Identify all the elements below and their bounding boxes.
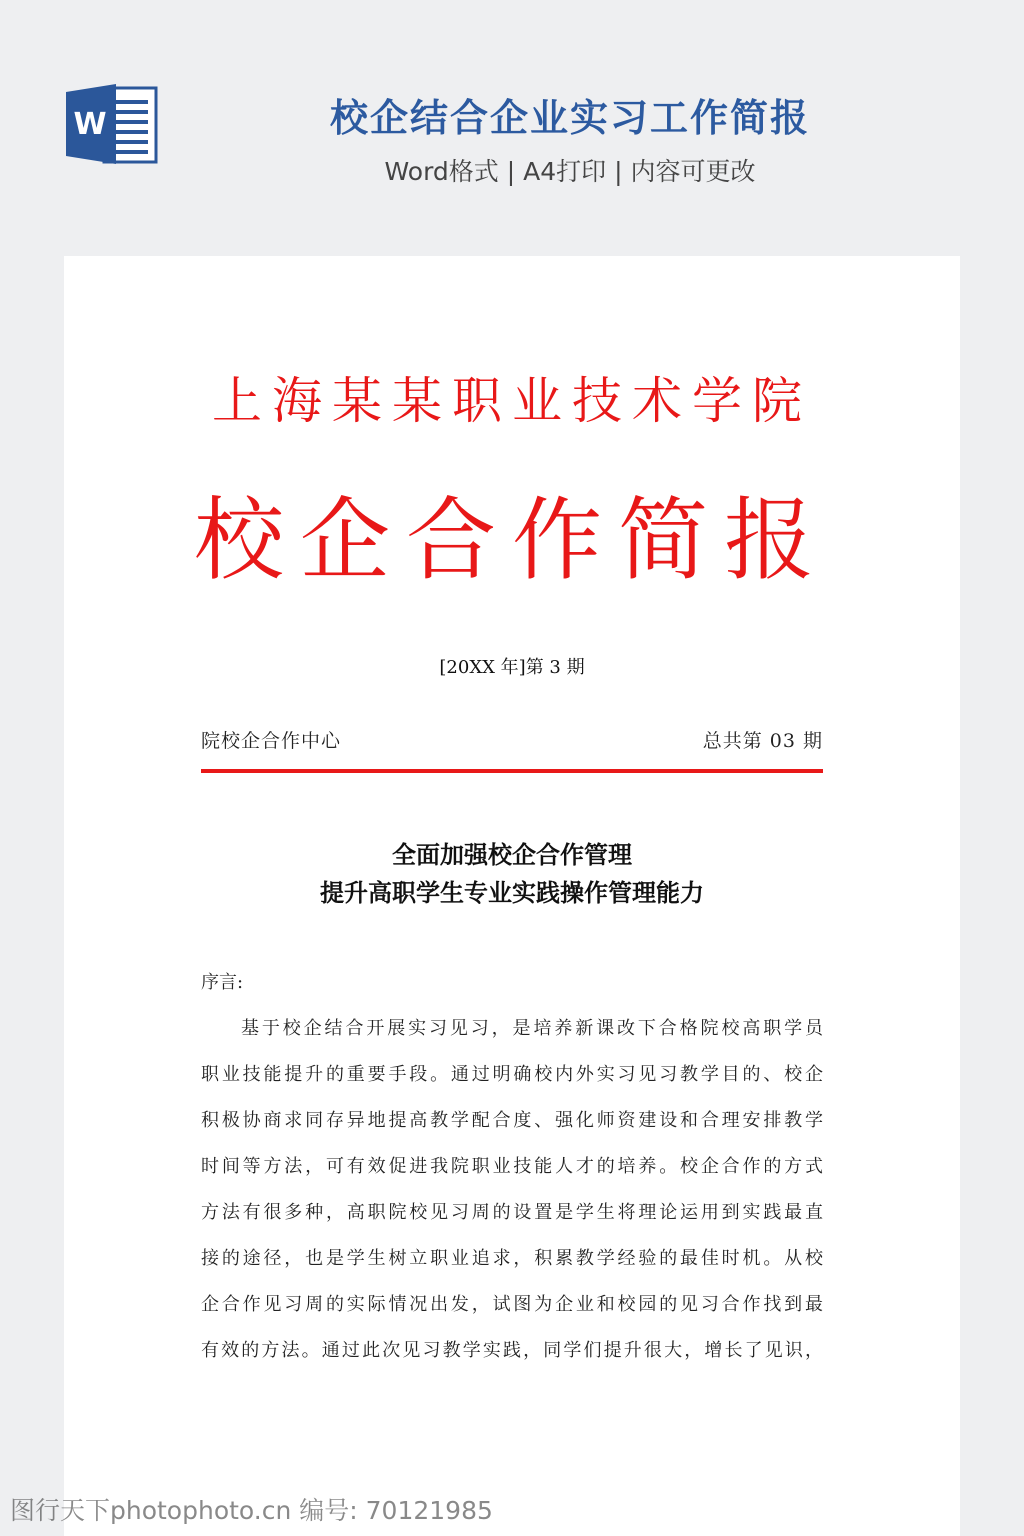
- article-title-line-1: 全面加强校企合作管理: [392, 840, 632, 869]
- body-line: 时间等方法，可有效促进我院职业技能人才的培养。校企合作的方式: [201, 1156, 823, 1177]
- page-subtitle: Word格式 | A4打印 | 内容可更改: [384, 157, 756, 186]
- bulletin-title: 校企合作简报: [194, 488, 830, 593]
- body-line: 接的途径，也是学生树立职业追求，积累教学经验的最佳时机。从校: [201, 1248, 823, 1269]
- body-text: [201, 1014, 823, 1382]
- body-line: 企合作见习周的实际情况出发，试图为企业和校园的见习合作找到最: [201, 1294, 823, 1315]
- body-line: 职业技能提升的重要手段。通过明确校内外实习见习教学目的、校企: [201, 1064, 823, 1085]
- red-divider: [201, 769, 823, 773]
- word-icon-letter: W: [73, 107, 107, 142]
- department-label: 院校企合作中心: [201, 730, 342, 752]
- article-title: [64, 836, 960, 912]
- body-line: 基于校企结合开展实习见习，是培养新课改下合格院校高职学员: [241, 1018, 823, 1039]
- word-document-icon: [66, 82, 158, 166]
- total-issue-label: 总共第 03 期: [702, 730, 823, 752]
- body-line: 有效的方法。通过此次见习教学实践，同学们提升很大，增长了见识，: [201, 1340, 823, 1361]
- body-line: 积极协商求同存异地提高教学配合度、强化师资建设和合理安排教学: [201, 1110, 823, 1131]
- document-page: [64, 256, 960, 1536]
- issue-number: [20XX 年]第 3 期: [439, 657, 585, 678]
- preface-label: 序言:: [201, 972, 244, 993]
- page-title: 校企结合企业实习工作简报: [329, 96, 810, 140]
- org-name: 上海某某职业技术学院: [212, 372, 812, 430]
- body-line: 方法有很多种，高职院校见习周的设置是学生将理论运用到实践最直: [201, 1202, 823, 1223]
- article-title-line-2: 提升高职学生专业实践操作管理能力: [320, 878, 704, 907]
- watermark: 图行天下photophoto.cn 编号: 70121985: [10, 1496, 493, 1525]
